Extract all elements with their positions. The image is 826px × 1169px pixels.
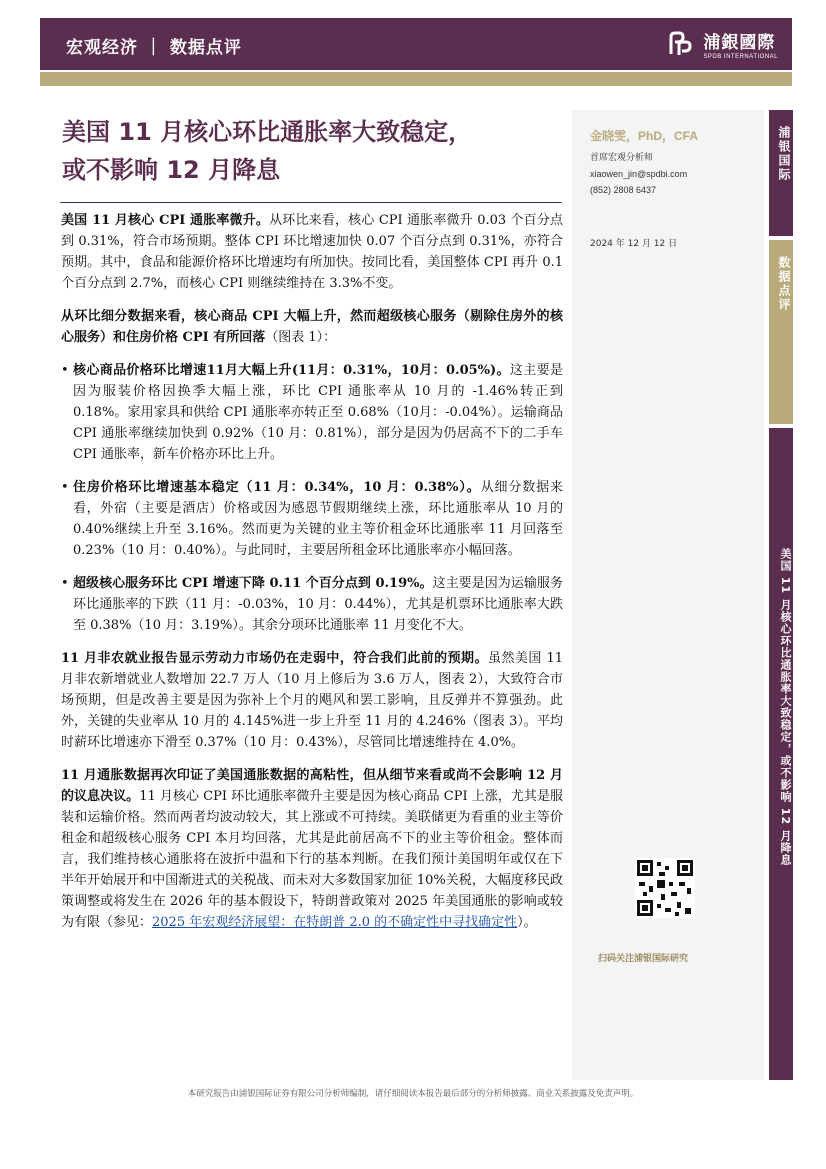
author-block: [590, 127, 760, 195]
logo-icon: [665, 29, 695, 59]
logo-text-cn: 浦銀國際: [703, 33, 776, 53]
sidebar-panel: [572, 110, 764, 1080]
qr-code-icon: [635, 858, 695, 918]
bullet-text: 这主要是因为运输服务环比通胀率的下跌（11 月：-0.03%，10 月：0.44%），尤其是机票环比通胀率大跌至 0.38%（10 月：3.19%）。其余分项环比通胀率 11 月变化不大。: [73, 576, 563, 633]
bullet-text: 这主要是因为服装价格因换季大幅上涨，环比 CPI 通胀率从 10 月的 -1.46%转正到 0.18%。家用家具和供给 CPI 通胀率亦转正至 0.68%（10月：-0.04%）。运输商品 CPI 通胀率继续加快到 0.92%（10 月：0.81%），部分是因为仍居高不下的二手车 CPI 通胀率，新车价格亦环比上升。: [73, 363, 563, 462]
author-email[interactable]: xiaowen_jin@spdbi.com: [590, 169, 688, 179]
paragraph-lead: 11 月非农就业报告显示劳动力市场仍在走弱中，符合我们此前的预期。: [61, 651, 488, 666]
bullet-text: 从细分数据来看，外宿（主要是酒店）价格或因为感恩节假期继续上涨，环比通胀率从 10 月的 0.40%继续上升至 3.16%。然而更为关键的业主等价租金环比通胀率 11 月回落至 0.23%（10 月：0.40%）。与此同时，主要居所租金环比通胀率亦小幅回落。: [73, 480, 563, 558]
section-title: 宏观经济 ｜ 数据点评: [66, 38, 242, 58]
tab-company: 浦银国际: [769, 110, 793, 236]
header-rule: [40, 72, 792, 86]
logo-text-en: SPDB INTERNATIONAL: [703, 54, 778, 60]
report-body: [61, 210, 563, 945]
paragraph-breakdown-intro: [61, 306, 563, 348]
bullet-icon: •: [61, 576, 69, 591]
bullet-lead: 住房价格环比增速基本稳定（11 月：0.34%，10 月：0.38%）。: [73, 480, 481, 495]
breakdown-list: [61, 360, 563, 636]
bullet-icon: •: [61, 480, 69, 495]
list-item: [61, 573, 563, 636]
bullet-lead: 超级核心服务环比 CPI 增速下降 0.11 个百分点到 0.19%。: [73, 576, 433, 591]
title-divider: [60, 202, 562, 203]
page-title-line2: 或不影响 12 月降息: [62, 156, 281, 184]
paragraph-outlook: [61, 765, 563, 933]
author-name: 金晓雯，PhD，CFA: [590, 129, 699, 143]
disclaimer-footer: 本研究报告由浦银国际证券有限公司分析师编制，请仔细阅读本报告最后部分的分析师披露、商业关系披露及免责声明。: [187, 1089, 639, 1099]
list-item: [61, 477, 563, 561]
paragraph-text: （图表 1）：: [265, 330, 337, 345]
paragraph-text: 11 月核心 CPI 环比通胀率微升主要是因为核心商品 CPI 上涨，尤其是服装和运输价格。然而两者均波动较大，其上涨或不可持续。美联储更为看重的业主等价租金和超级核心服务 CPI 本月均回落，尤其是此前居高不下的业主等价租金。整体而言，我们维持核心通胀将在波折中温和下行的基本判断。在我们预计美国明年或仅在下半年开始展开和中国渐进式的关税战、而未对大多数国家加征 10%关税，大幅度移民政策调整或将发生在 2026 年的基本假设下，特朗普政策对 2025 年美国通胀的影响或较为有限（参见：: [61, 789, 563, 930]
qr-caption: 扫码关注浦银国际研究: [598, 954, 689, 964]
paragraph-end: ）。: [517, 915, 537, 930]
paragraph-cpi-summary: [61, 210, 563, 294]
page-title-line1: 美国 11 月核心环比通胀率大致稳定，: [62, 118, 473, 146]
report-date: 2024 年 12 月 12 日: [590, 239, 678, 249]
header-banner: [40, 18, 792, 70]
tab-category: 数据点评: [769, 240, 793, 424]
bullet-lead: 核心商品价格环比增速11月大幅上升(11月：0.31%，10月：0.05%)。: [73, 363, 510, 378]
paragraph-lead: 11 月通胀数据再次印证了美国通胀数据的高粘性，但从细节来看或尚不会影响 12 月的议息决议。: [61, 768, 563, 804]
page-title: [62, 113, 562, 189]
paragraph-lead: 从环比细分数据来看，核心商品 CPI 大幅上升，然而超级核心服务（剔除住房外的核心服务）和住房价格 CPI 有所回落: [61, 309, 563, 345]
paragraph-text: 虽然美国 11 月非农新增就业人数增加 22.7 万人（10 月上修后为 3.6 万人，图表 2），大致符合市场预期，但是改善主要是因为弥补上个月的飓风和罢工影响，且反弹并不算强劲。此外，关键的失业率从 10 月的 4.145%进一步上升至 11 月的 4.246%（图表 3）。平均时薪环比增速亦下滑至 0.37%（10 月：0.43%），尽管同比增速维持在 4.0%。: [61, 651, 563, 750]
paragraph-lead: 美国 11 月核心 CPI 通胀率微升。: [61, 213, 270, 228]
paragraph-labor-market: [61, 648, 563, 753]
list-item: [61, 360, 563, 465]
author-phone: (852) 2808 6437: [590, 185, 657, 195]
company-logo: [665, 28, 778, 60]
paragraph-text: 从环比来看，核心 CPI 通胀率微升 0.03 个百分点到 0.31%，符合市场预期。整体 CPI 环比增速加快 0.07 个百分点到 0.31%，亦符合预期。其中，食品和能源价格环比增速均有所加快。按同比看，美国整体 CPI 再升 0.1 个百分点到 2.7%，而核心 CPI 则继续维持在 3.3%不变。: [61, 213, 563, 291]
author-role: 首席宏观分析师: [590, 153, 654, 163]
outlook-report-link[interactable]: 2025 年宏观经济展望：在特朗普 2.0 的不确定性中寻找确定性: [152, 915, 518, 930]
tab-report-title: 美国 11 月核心环比通胀率大致稳定，或不影响 12 月降息: [769, 428, 793, 1080]
bullet-icon: •: [61, 363, 69, 378]
